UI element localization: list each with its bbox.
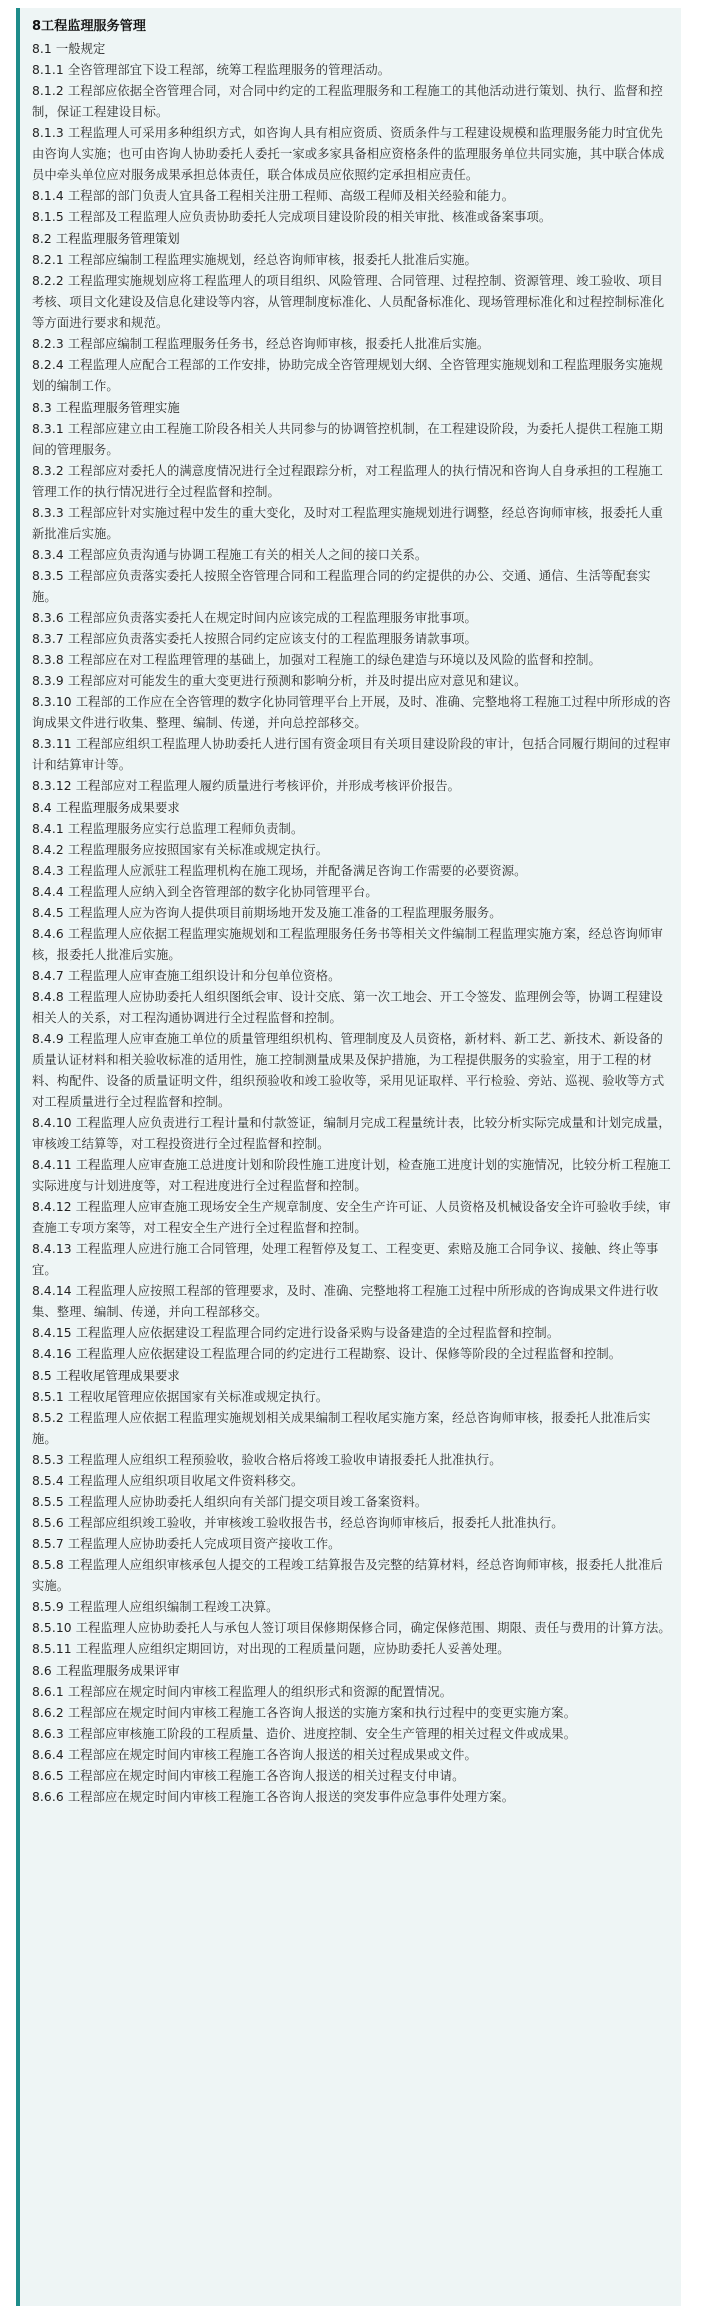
clause-number: 8.5.2	[32, 1411, 64, 1425]
clause-text: 工程监理人应协助委托人完成项目资产接收工作。	[67, 1537, 341, 1551]
clause-paragraph	[32, 840, 671, 861]
clause-text: 工程部应编制工程监理服务任务书，经总咨询师审核，报委托人批准后实施。	[67, 337, 490, 351]
clause-paragraph	[32, 1155, 671, 1197]
clause-paragraph	[32, 1197, 671, 1239]
clause-number: 8.6.2	[32, 1706, 64, 1720]
clause-paragraph	[32, 1281, 671, 1323]
clause-number: 8.5.9	[32, 1600, 64, 1614]
clause-number: 8.5.5	[32, 1495, 64, 1509]
clause-paragraph	[32, 629, 671, 650]
clause-paragraph	[32, 207, 671, 228]
clause-text: 工程监理人应组织定期回访，对出现的工程质量问题，应协助委托人妥善处理。	[75, 1642, 510, 1656]
clause-text: 工程部应组织竣工验收，并审核竣工验收报告书，经总咨询师审核后，报委托人批准执行。	[67, 1516, 564, 1530]
section-heading: 8.6 工程监理服务成果评审	[32, 1664, 180, 1678]
clause-text: 工程部应在规定时间内审核工程施工各咨询人报送的突发事件应急事件处理方案。	[67, 1790, 515, 1804]
clause-text: 工程部应在对工程监理管理的基础上，加强对工程施工的绿色建造与环境以及风险的监督和控制。	[67, 653, 601, 667]
clause-number: 8.2.3	[32, 337, 64, 351]
clause-paragraph	[32, 924, 671, 966]
clause-text: 工程监理人应审查施工现场安全生产规章制度、安全生产许可证、人员资格及机械设备安全许可验收手续，审查施工专项方案等，对工程安全生产进行全过程监督和控制。	[32, 1200, 671, 1235]
clause-number: 8.3.11	[32, 737, 72, 751]
clause-text: 工程部应在规定时间内审核工程施工各咨询人报送的实施方案和执行过程中的变更实施方案。	[67, 1706, 577, 1720]
clause-text: 工程部应对可能发生的重大变更进行预测和影响分析，并及时提出应对意见和建议。	[67, 674, 527, 688]
clause-text: 工程监理人应组织工程预验收，验收合格后将竣工验收申请报委托人批准执行。	[67, 1453, 502, 1467]
clause-text: 工程部应负责落实委托人按照合同约定应该支付的工程监理服务请款事项。	[67, 632, 477, 646]
clause-number: 8.6.5	[32, 1769, 64, 1783]
clause-number: 8.3.9	[32, 674, 64, 688]
clause-number: 8.3.2	[32, 464, 64, 478]
clause-text: 工程部应依据全咨管理合同，对合同中约定的工程监理服务和工程施工的其他活动进行策划、执行、监督和控制，保证工程建设目标。	[32, 84, 663, 119]
clause-text: 工程监理人应协助委托人组织向有关部门提交项目竣工备案资料。	[67, 1495, 428, 1509]
clause-paragraph	[32, 1408, 671, 1450]
clause-paragraph	[32, 271, 671, 334]
clause-text: 工程监理人应派驻工程监理机构在施工现场，并配备满足咨询工作需要的必要资源。	[67, 864, 527, 878]
clause-paragraph	[32, 545, 671, 566]
clause-paragraph	[32, 1555, 671, 1597]
clause-text: 工程监理人应按照工程部的管理要求，及时、准确、完整地将工程施工过程中所形成的咨询成果文件进行收集、整理、编制、传递，并向工程部移交。	[32, 1284, 659, 1319]
clause-number: 8.1.1	[32, 63, 64, 77]
clause-text: 工程监理人应纳入到全咨管理部的数字化协同管理平台。	[67, 885, 378, 899]
clause-number: 8.3.10	[32, 695, 72, 709]
clause-paragraph	[32, 81, 671, 123]
clause-number: 8.5.8	[32, 1558, 64, 1572]
clause-text: 工程监理实施规划应将工程监理人的项目组织、风险管理、合同管理、过程控制、资源管理、竣工验收、项目考核、项目文化建设及信息化建设等内容，从管理制度标准化、人员配备标准化、现场管理标准化和过程控制标准化等方面进行要求和规范。	[32, 274, 665, 330]
clause-paragraph	[32, 1471, 671, 1492]
clause-number: 8.3.7	[32, 632, 64, 646]
clause-text: 工程监理人应协助委托人与承包人签订项目保修期保修合同，确定保修范围、期限、责任与费用的计算方法。	[75, 1621, 671, 1635]
clause-text: 工程部应负责沟通与协调工程施工有关的相关人之间的接口关系。	[67, 548, 428, 562]
clause-number: 8.3.4	[32, 548, 64, 562]
clause-paragraph	[32, 461, 671, 503]
clause-paragraph	[32, 1239, 671, 1281]
clause-text: 工程监理人应组织项目收尾文件资料移交。	[67, 1474, 304, 1488]
clause-text: 工程部及工程监理人应负责协助委托人完成项目建设阶段的相关审批、核准或备案事项。	[67, 210, 552, 224]
clause-text: 工程监理人应配合工程部的工作安排，协助完成全咨管理规划大纲、全咨管理实施规划和工程监理服务实施规划的编制工作。	[32, 358, 663, 393]
clause-number: 8.4.7	[32, 969, 64, 983]
clause-paragraph	[32, 123, 671, 186]
clause-paragraph	[32, 566, 671, 608]
clause-text: 工程监理人应协助委托人组织图纸会审、设计交底、第一次工地会、开工令签发、监理例会等，协调工程建设相关人的关系，对工程沟通协调进行全过程监督和控制。	[32, 990, 663, 1025]
clause-number: 8.4.11	[32, 1158, 72, 1172]
clause-text: 工程部的工作应在全咨管理的数字化协同管理平台上开展，及时、准确、完整地将工程施工过程中所形成的咨询成果文件进行收集、整理、编制、传递，并向总控部移交。	[32, 695, 671, 730]
clause-text: 工程收尾管理应依据国家有关标准或规定执行。	[67, 1390, 329, 1404]
clause-number: 8.4.1	[32, 822, 64, 836]
article-content	[32, 39, 671, 1808]
clause-paragraph	[32, 1323, 671, 1344]
clause-paragraph	[32, 966, 671, 987]
clause-number: 8.2.4	[32, 358, 64, 372]
clause-text: 工程部应在规定时间内审核工程施工各咨询人报送的相关过程成果或文件。	[67, 1748, 477, 1762]
clause-paragraph	[32, 503, 671, 545]
clause-text: 工程监理服务应实行总监理工程师负责制。	[67, 822, 304, 836]
clause-text: 工程监理服务应按照国家有关标准或规定执行。	[67, 843, 329, 857]
clause-paragraph	[32, 1766, 671, 1787]
clause-paragraph	[32, 1618, 671, 1639]
clause-number: 8.4.14	[32, 1284, 72, 1298]
clause-number: 8.1.5	[32, 210, 64, 224]
section-heading: 8.2 工程监理服务管理策划	[32, 232, 180, 246]
clause-paragraph	[32, 1724, 671, 1745]
section-heading: 8.5 工程收尾管理成果要求	[32, 1369, 180, 1383]
clause-number: 8.3.3	[32, 506, 64, 520]
clause-number: 8.1.3	[32, 126, 64, 140]
clause-text: 全咨管理部宜下设工程部，统筹工程监理服务的管理活动。	[67, 63, 391, 77]
clause-text: 工程部应针对实施过程中发生的重大变化，及时对工程监理实施规划进行调整，经总咨询师审核，报委托人重新批准后实施。	[32, 506, 663, 541]
clause-number: 8.2.2	[32, 274, 64, 288]
clause-paragraph	[32, 250, 671, 271]
clause-text: 工程监理人应组织审核承包人提交的工程竣工结算报告及完整的结算材料，经总咨询师审核，报委托人批准后实施。	[32, 1558, 663, 1593]
clause-text: 工程监理人应依据建设工程监理合同的约定进行工程勘察、设计、保修等阶段的全过程监督和控制。	[75, 1347, 622, 1361]
clause-text: 工程部应在规定时间内审核工程施工各咨询人报送的相关过程支付申请。	[67, 1769, 465, 1783]
clause-paragraph	[32, 882, 671, 903]
clause-number: 8.1.2	[32, 84, 64, 98]
section-heading: 8.4 工程监理服务成果要求	[32, 801, 180, 815]
clause-number: 8.4.4	[32, 885, 64, 899]
clause-number: 8.1.4	[32, 189, 64, 203]
clause-text: 工程部应编制工程监理实施规划，经总咨询师审核，报委托人批准后实施。	[67, 253, 477, 267]
section-heading: 8.3 工程监理服务管理实施	[32, 401, 180, 415]
clause-number: 8.3.5	[32, 569, 64, 583]
clause-paragraph	[32, 861, 671, 882]
clause-paragraph	[32, 1682, 671, 1703]
clause-text: 工程部应审核施工阶段的工程质量、造价、进度控制、安全生产管理的相关过程文件或成果。	[67, 1727, 577, 1741]
clause-paragraph	[32, 671, 671, 692]
clause-text: 工程监理人应审查施工单位的质量管理组织机构、管理制度及人员资格，新材料、新工艺、新技术、新设备的质量认证材料和相关验收标准的适用性，施工控制测量成果及保护措施，为工程提供服务的实验室，用于工程的材料、构配件、设备的质量证明文件，组织预验收和竣工验收等，采用见证取样、平行检验、旁站、巡视、验收等方式对工程质量进行全过程监督和控制。	[32, 1032, 665, 1109]
clause-paragraph	[32, 734, 671, 776]
clause-number: 8.4.15	[32, 1326, 72, 1340]
clause-paragraph	[32, 1450, 671, 1471]
clause-number: 8.5.11	[32, 1642, 72, 1656]
clause-text: 工程监理人应进行施工合同管理，处理工程暂停及复工、工程变更、索赔及施工合同争议、接触、终止等事宜。	[32, 1242, 659, 1277]
clause-text: 工程监理人应依据建设工程监理合同约定进行设备采购与设备建造的全过程监督和控制。	[75, 1326, 560, 1340]
clause-text: 工程部应负责落实委托人按照全咨管理合同和工程监理合同的约定提供的办公、交通、通信、生活等配套实施。	[32, 569, 651, 604]
clause-text: 工程部的部门负责人宜具备工程相关注册工程师、高级工程师及相关经验和能力。	[67, 189, 515, 203]
clause-number: 8.4.9	[32, 1032, 64, 1046]
clause-number: 8.4.8	[32, 990, 64, 1004]
clause-paragraph	[32, 1534, 671, 1555]
clause-number: 8.6.1	[32, 1685, 64, 1699]
clause-paragraph	[32, 1492, 671, 1513]
clause-number: 8.4.2	[32, 843, 64, 857]
clause-number: 8.6.3	[32, 1727, 64, 1741]
clause-paragraph	[32, 1597, 671, 1618]
clause-paragraph	[32, 819, 671, 840]
clause-number: 8.3.1	[32, 422, 64, 436]
clause-paragraph	[32, 692, 671, 734]
clause-number: 8.4.3	[32, 864, 64, 878]
clause-paragraph	[32, 650, 671, 671]
clause-paragraph	[32, 1787, 671, 1808]
clause-text: 工程监理人应审查施工总进度计划和阶段性施工进度计划，检查施工进度计划的实施情况，比较分析工程施工实际进度与计划进度等，对工程进度进行全过程监督和控制。	[32, 1158, 671, 1193]
section-heading: 8.1 一般规定	[32, 42, 106, 56]
clause-text: 工程监理人应审查施工组织设计和分包单位资格。	[67, 969, 341, 983]
clause-paragraph	[32, 1703, 671, 1724]
clause-paragraph	[32, 60, 671, 81]
clause-paragraph	[32, 1029, 671, 1113]
clause-text: 工程监理人应组织编制工程竣工决算。	[67, 1600, 279, 1614]
clause-text: 工程监理人应依据工程监理实施规划和工程监理服务任务书等相关文件编制工程监理实施方案，经总咨询师审核，报委托人批准后实施。	[32, 927, 663, 962]
clause-paragraph	[32, 355, 671, 397]
clause-number: 8.4.13	[32, 1242, 72, 1256]
clause-number: 8.5.6	[32, 1516, 64, 1530]
clause-paragraph	[32, 1639, 671, 1660]
clause-text: 工程监理人可采用多种组织方式，如咨询人具有相应资质、资质条件与工程建设规模和监理服务能力时宜优先由咨询人实施；也可由咨询人协助委托人委托一家或多家具备相应资格条件的监理服务单位共同实施，其中联合体成员中牵头单位应对服务成果承担总体责任，联合体成员应依照约定承担相应责任。	[32, 126, 665, 182]
clause-number: 8.4.5	[32, 906, 64, 920]
clause-text: 工程监理人应依据工程监理实施规划相关成果编制工程收尾实施方案，经总咨询师审核，报委托人批准后实施。	[32, 1411, 651, 1446]
clause-number: 8.2.1	[32, 253, 64, 267]
clause-paragraph	[32, 1387, 671, 1408]
clause-paragraph	[32, 186, 671, 207]
article-title: 8工程监理服务管理	[32, 19, 146, 34]
clause-paragraph	[32, 903, 671, 924]
clause-number: 8.6.4	[32, 1748, 64, 1762]
clause-number: 8.4.12	[32, 1200, 72, 1214]
clause-number: 8.5.1	[32, 1390, 64, 1404]
clause-paragraph	[32, 1113, 671, 1155]
clause-number: 8.5.3	[32, 1453, 64, 1467]
clause-number: 8.3.12	[32, 779, 72, 793]
clause-number: 8.3.6	[32, 611, 64, 625]
clause-paragraph	[32, 1745, 671, 1766]
clause-number: 8.5.10	[32, 1621, 72, 1635]
clause-text: 工程监理人应为咨询人提供项目前期场地开发及施工准备的工程监理服务服务。	[67, 906, 502, 920]
clause-paragraph	[32, 1344, 671, 1365]
regulation-article	[16, 8, 681, 2306]
clause-text: 工程部应组织工程监理人协助委托人进行国有资金项目有关项目建设阶段的审计，包括合同履行期间的过程审计和结算审计等。	[32, 737, 671, 772]
clause-number: 8.4.6	[32, 927, 64, 941]
clause-paragraph	[32, 1513, 671, 1534]
clause-text: 工程部应负责落实委托人在规定时间内应该完成的工程监理服务审批事项。	[67, 611, 477, 625]
clause-paragraph	[32, 419, 671, 461]
clause-number: 8.5.4	[32, 1474, 64, 1488]
clause-text: 工程部应对工程监理人履约质量进行考核评价，并形成考核评价报告。	[75, 779, 461, 793]
clause-number: 8.4.10	[32, 1116, 72, 1130]
clause-text: 工程部应建立由工程施工阶段各相关人共同参与的协调管控机制，在工程建设阶段，为委托人提供工程施工期间的管理服务。	[32, 422, 663, 457]
clause-text: 工程部应对委托人的满意度情况进行全过程跟踪分析，对工程监理人的执行情况和咨询人自身承担的工程施工管理工作的执行情况进行全过程监督和控制。	[32, 464, 663, 499]
clause-paragraph	[32, 608, 671, 629]
clause-text: 工程部应在规定时间内审核工程监理人的组织形式和资源的配置情况。	[67, 1685, 453, 1699]
clause-text: 工程监理人应负责进行工程计量和付款签证，编制月完成工程量统计表，比较分析实际完成量和计划完成量，审核竣工结算等，对工程投资进行全过程监督和控制。	[32, 1116, 671, 1151]
clause-number: 8.6.6	[32, 1790, 64, 1804]
clause-paragraph	[32, 987, 671, 1029]
clause-paragraph	[32, 776, 671, 797]
clause-number: 8.5.7	[32, 1537, 64, 1551]
clause-paragraph	[32, 334, 671, 355]
clause-number: 8.3.8	[32, 653, 64, 667]
clause-number: 8.4.16	[32, 1347, 72, 1361]
